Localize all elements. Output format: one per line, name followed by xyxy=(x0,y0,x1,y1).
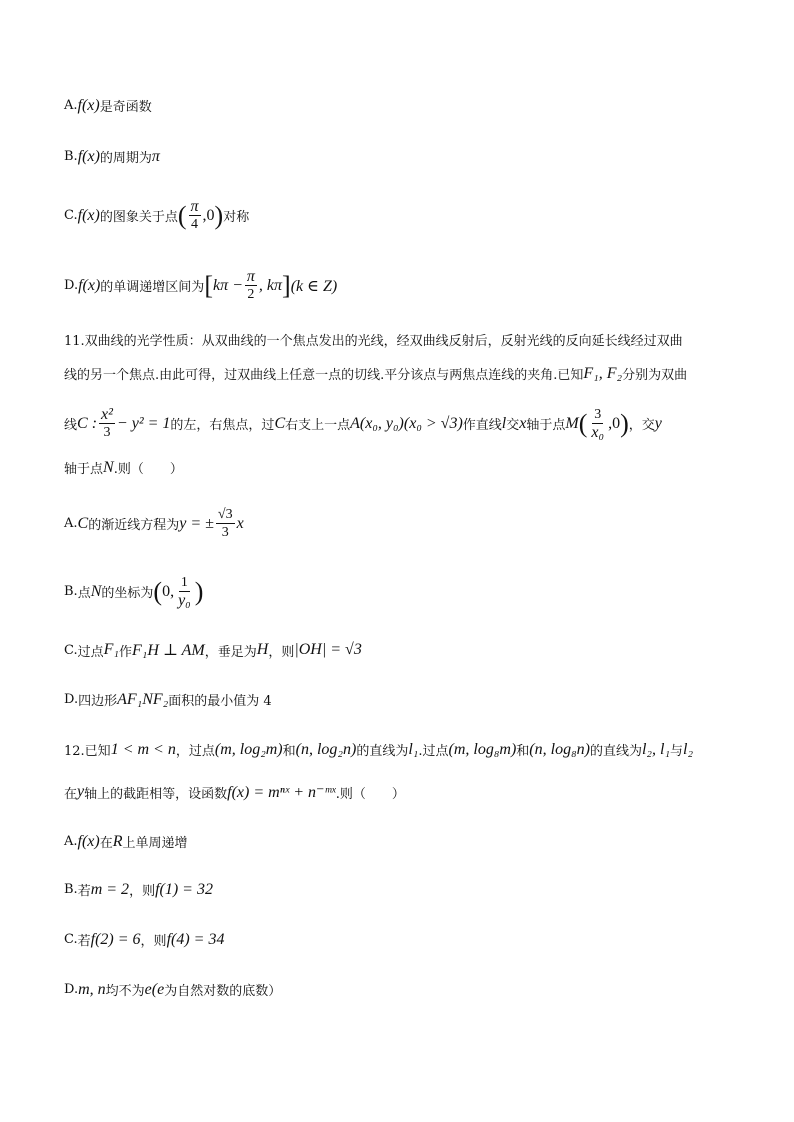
option-text: 在 xyxy=(99,836,113,851)
option-text: ，垂足为 xyxy=(204,644,257,660)
stem-text: 轴于点 xyxy=(526,418,566,433)
var-C: C xyxy=(274,414,286,432)
stem-text: 与 xyxy=(670,744,684,759)
option-text: ，则 xyxy=(268,644,295,660)
fraction: $\frac{\pi}{4}$ xyxy=(190,198,199,232)
option-text-2: 面积的最小值为 4 xyxy=(168,694,272,709)
option-label: D. xyxy=(64,278,79,293)
point-rest: ,0 xyxy=(202,206,215,224)
point-rest: ,0 xyxy=(608,414,621,432)
stem-text: 12.已知 xyxy=(64,744,111,759)
stem-text: .过点 xyxy=(418,744,449,759)
asymptote-eq: y = ± xyxy=(179,514,214,532)
point-4: (n, log₈n) xyxy=(529,740,590,758)
paren-close: ) xyxy=(214,200,224,230)
line-l: l xyxy=(501,414,507,432)
option-text: 四边形 xyxy=(78,694,118,709)
equation-rest: − y² = 1 xyxy=(116,414,171,432)
stem-text-2: .则（ ） xyxy=(335,786,405,802)
q10-option-c xyxy=(64,198,249,233)
q11-stem-line-1 xyxy=(64,330,683,349)
stem-text: 和 xyxy=(282,744,296,759)
interval-right: , kπ xyxy=(258,276,283,294)
var-x: x xyxy=(519,414,527,432)
q12-option-b xyxy=(64,880,213,899)
point-1: (m, log₂m) xyxy=(214,740,283,758)
foci: F₁, F₂ xyxy=(583,364,623,382)
q11-stem-line-2 xyxy=(64,364,687,383)
q10-option-b xyxy=(64,147,160,166)
stem-text: 右支上一点 xyxy=(285,418,351,433)
q11-option-c xyxy=(64,640,362,660)
condition-eq: m = 2 xyxy=(90,880,130,898)
focus-F1: F₁ xyxy=(103,641,119,658)
function-expr: f(x) xyxy=(77,206,100,224)
point-N: N xyxy=(90,582,102,600)
coord-x: 0, xyxy=(162,582,175,600)
option-text-2: 为自然对数的底数） xyxy=(164,984,282,999)
var-x: x xyxy=(236,514,244,532)
var-C: C xyxy=(77,514,89,532)
option-text: 若 xyxy=(77,884,91,899)
option-text: 均不为 xyxy=(105,984,145,999)
point-3: (m, log₈m) xyxy=(448,740,517,758)
result-eq: f(1) = 32 xyxy=(155,880,213,898)
q12-option-a xyxy=(64,832,188,851)
stem-text: 轴上的截距相等，设函数 xyxy=(84,786,228,802)
function-expr: f(x) xyxy=(77,832,100,850)
stem-text: 轴于点 xyxy=(64,462,104,477)
option-label: B. xyxy=(64,149,78,164)
vars-mn: m, n xyxy=(78,980,106,998)
option-text: 点 xyxy=(77,586,91,601)
option-label: C. xyxy=(64,642,78,658)
q12-option-c xyxy=(64,930,224,949)
q11-option-b xyxy=(64,574,203,609)
distance-eq: |OH| = √3 xyxy=(294,641,362,658)
inequality: 1 < m < n xyxy=(110,740,176,758)
bracket-close: ] xyxy=(282,270,291,300)
option-label: C. xyxy=(64,932,78,947)
option-text-2: ，则 xyxy=(140,934,167,949)
option-label: C. xyxy=(64,208,78,223)
stem-text: 线的另一个焦点.由此可得，过双曲线上任意一点的切线.平分该点与两焦点连线的夹角.已知 xyxy=(64,368,584,383)
var-y: y xyxy=(654,414,662,432)
condition: (k ∈ Z) xyxy=(290,277,338,295)
point-A: A(x₀, y₀)(x₀ > √3) xyxy=(350,414,463,432)
perpendicular-expr: F₁H ⊥ AM xyxy=(132,642,205,659)
option-text-2: 对称 xyxy=(223,210,250,225)
stem-text-2: 分别为双曲 xyxy=(622,368,688,383)
stem-text: 的左，右焦点，过 xyxy=(170,418,275,433)
option-label: D. xyxy=(64,692,79,707)
function-expr: f(x) xyxy=(77,96,100,114)
paren-open: ( xyxy=(177,200,187,230)
paren-close: ) xyxy=(194,576,204,606)
option-text: 作 xyxy=(118,644,132,660)
fraction: $\frac{\text{x²}}{3}$ xyxy=(101,406,113,440)
line-l1: l₁ xyxy=(408,740,419,758)
option-text: 若 xyxy=(77,934,91,949)
var-y: y xyxy=(77,783,85,800)
option-text-2: 的坐标为 xyxy=(101,586,154,601)
paren-open: ( xyxy=(153,576,163,606)
stem-text: 11.双曲线的光学性质：从双曲线的一个焦点发出的光线，经双曲线反射后，反射光线的反向延长线经过双曲 xyxy=(64,334,683,349)
function-def: f(x) = mⁿˣ + n⁻ᵐˣ xyxy=(227,784,336,801)
option-label: A. xyxy=(64,834,78,849)
paren-open: ( xyxy=(578,408,588,438)
q10-option-d xyxy=(64,268,337,303)
q12-stem-line-1 xyxy=(64,740,693,759)
result-eq: f(4) = 34 xyxy=(166,930,225,948)
paren-close: ) xyxy=(620,408,629,438)
condition-eq: f(2) = 6 xyxy=(90,930,141,948)
stem-text: ，过点 xyxy=(175,744,215,759)
stem-text: 的直线为 xyxy=(356,744,409,759)
option-text: 过点 xyxy=(77,644,104,660)
stem-text: 交 xyxy=(506,418,520,433)
option-label: B. xyxy=(64,584,78,599)
period-value: π xyxy=(151,147,160,165)
stem-text-2: .则（ ） xyxy=(113,462,183,477)
option-text: 的渐近线方程为 xyxy=(88,518,180,533)
q11-stem-line-3 xyxy=(64,406,662,441)
q11-stem-line-4 xyxy=(64,458,183,477)
lines-l2-l1: l₂, l₁ xyxy=(641,740,670,758)
option-text: 的单调递增区间为 xyxy=(100,280,205,295)
option-label: A. xyxy=(64,516,78,531)
bracket-open: [ xyxy=(204,270,213,300)
line-l2: l₂ xyxy=(683,740,694,758)
option-text: 的周期为 xyxy=(99,151,152,166)
function-expr: f(x) xyxy=(77,147,100,165)
option-text-2: 上单周递增 xyxy=(122,836,188,851)
point-M: M xyxy=(565,414,579,432)
function-expr: f(x) xyxy=(78,276,101,294)
q12-option-d xyxy=(64,980,281,999)
stem-text: 线 xyxy=(64,418,78,433)
fraction: $\frac{3}{\text{x₀}}$ xyxy=(591,407,605,441)
stem-text: 在 xyxy=(64,786,78,802)
curve-name: C : xyxy=(77,414,98,432)
option-label: D. xyxy=(64,982,79,997)
fraction: $\frac{\pi}{2}$ xyxy=(246,268,255,302)
option-label: B. xyxy=(64,882,78,897)
constant-e: e(e xyxy=(144,980,165,998)
fraction: $\frac{√3}{3}$ xyxy=(217,507,233,540)
point-H: H xyxy=(256,641,269,658)
stem-text: 和 xyxy=(516,744,530,759)
fraction: $\frac{1}{\text{y₀}}$ xyxy=(178,575,191,609)
stem-text: ，交 xyxy=(628,418,655,433)
q11-option-d xyxy=(64,690,272,709)
q11-option-a xyxy=(64,506,244,541)
quadrilateral: AF₁NF₂ xyxy=(117,690,169,708)
stem-text: 的直线为 xyxy=(589,744,642,759)
point-N: N xyxy=(103,458,114,476)
option-text: 是奇函数 xyxy=(99,100,152,115)
q10-option-a xyxy=(64,96,152,115)
option-label: A. xyxy=(64,98,78,113)
option-text: 的图象关于点 xyxy=(99,210,178,225)
q12-stem-line-2 xyxy=(64,782,405,802)
point-2: (n, log₂n) xyxy=(295,740,357,758)
set-R: R xyxy=(112,832,123,850)
option-text-2: ，则 xyxy=(129,884,156,899)
interval-left: kπ − xyxy=(212,276,243,294)
stem-text: 作直线 xyxy=(462,418,502,433)
